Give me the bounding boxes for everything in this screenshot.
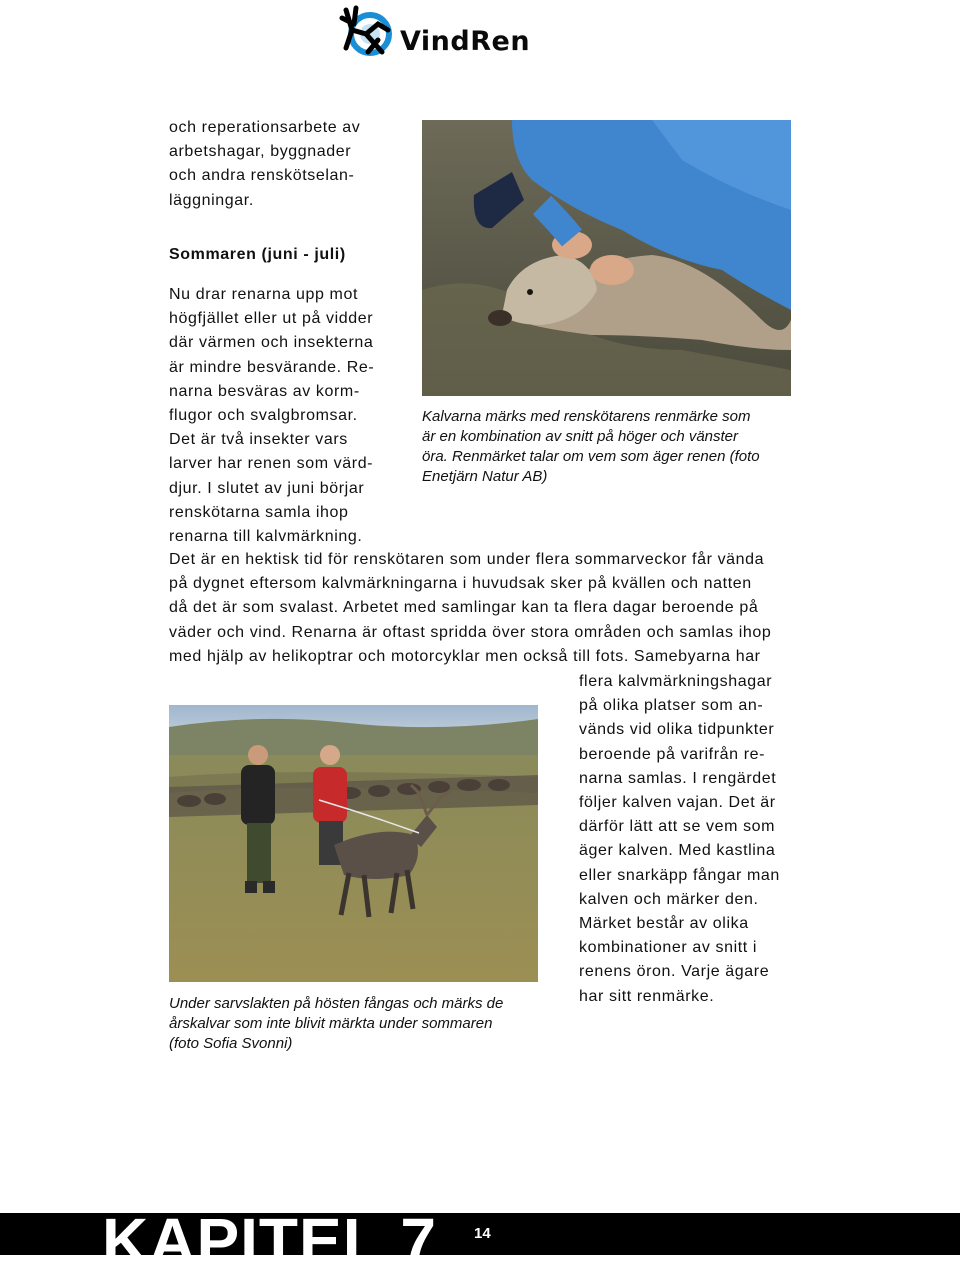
text-line: beroende på varifrån re- [579,745,766,763]
reindeer-herding-photo [169,705,538,982]
text-line: Det är en hektisk tid för renskötaren som under flera sommarveckor får vända [169,551,765,568]
caption-line: Kalvarna märks med renskötarens renmärke som [422,408,751,425]
caption-line: öra. Renmärket talar om vem som äger renen (foto [422,448,760,465]
logo-text: VindRen [400,26,531,57]
text-line: på dygnet eftersom kalvmärkningarna i huvudsak sker på kvällen och natten [169,575,752,593]
text-line: Det är två insekter vars [169,431,348,449]
text-line: där värmen och insekterna [169,334,374,352]
summer-paragraph [169,283,374,549]
text-line: Märket består av olika [579,915,749,933]
text-line: högfjället eller ut på vidder [169,310,374,328]
text-line: med hjälp av helikoptrar och motorcyklar men också till fots. Samebyarna har [169,647,761,665]
photo1-caption [422,407,760,487]
text-line: eller snarkäpp fångar man [579,866,780,884]
text-line: vänds vid olika tidpunkter [579,721,775,739]
text-line: narna samlas. I rengärdet [579,769,777,787]
caption-line: årskalvar som inte blivit märkta under sommaren [169,1015,493,1032]
text-line: kalven och märker den. [579,890,759,908]
text-line: renarna till kalvmärkning. [169,528,363,546]
text-line: larver har renen som värd- [169,455,374,473]
caption-line: Enetjärn Natur AB) [422,468,548,485]
reindeer-logo-icon [338,4,398,58]
calf-marking-photo [422,120,791,396]
text-line: har sitt renmärke. [579,987,715,1005]
section-heading: Sommaren (juni - juli) [169,246,346,263]
text-line: kombinationer av snitt i [579,939,758,957]
text-line: narna besväras av korm- [169,382,360,400]
text-line: därför lätt att se vem som [579,818,776,836]
text-line: då det är som svalast. Arbetet med samlingar kan ta flera dagar beroende på [169,599,759,617]
text-line: på olika platser som an- [579,697,764,715]
caption-line: Under sarvslakten på hösten fångas och märks de [169,995,504,1012]
full-width-paragraph [169,548,771,669]
right-column-paragraph [579,670,780,1009]
text-line: väder och vind. Renarna är oftast spridda över stora områden och samlas ihop [169,623,772,641]
text-line: är mindre besvärande. Re- [169,358,375,376]
text-line: flera kalvmärkningshagar [579,673,773,690]
text-line: Nu drar renarna upp mot [169,286,359,303]
text-line: djur. I slutet av juni börjar [169,479,365,497]
chapter-title: KAPITEL 7 [102,1205,437,1277]
text-line: och reperationsarbete av [169,119,361,136]
text-line: följer kalven vajan. Det är [579,794,776,812]
text-line: renskötarna samla ihop [169,503,349,521]
text-line: renens öron. Varje ägare [579,963,770,981]
vindren-logo [338,4,548,58]
caption-line: är en kombination av snitt på höger och vänster [422,428,739,445]
text-line: flugor och svalgbromsar. [169,407,358,425]
text-line: läggningar. [169,191,254,209]
text-line: äger kalven. Med kastlina [579,842,776,860]
text-line: arbetshagar, byggnader [169,143,352,161]
footer-bar [0,1205,960,1277]
intro-paragraph [169,116,360,213]
text-line: och andra renskötselan- [169,167,355,185]
photo2-caption [169,994,503,1054]
caption-line: (foto Sofia Svonni) [169,1035,293,1052]
page-number: 14 [474,1225,491,1242]
